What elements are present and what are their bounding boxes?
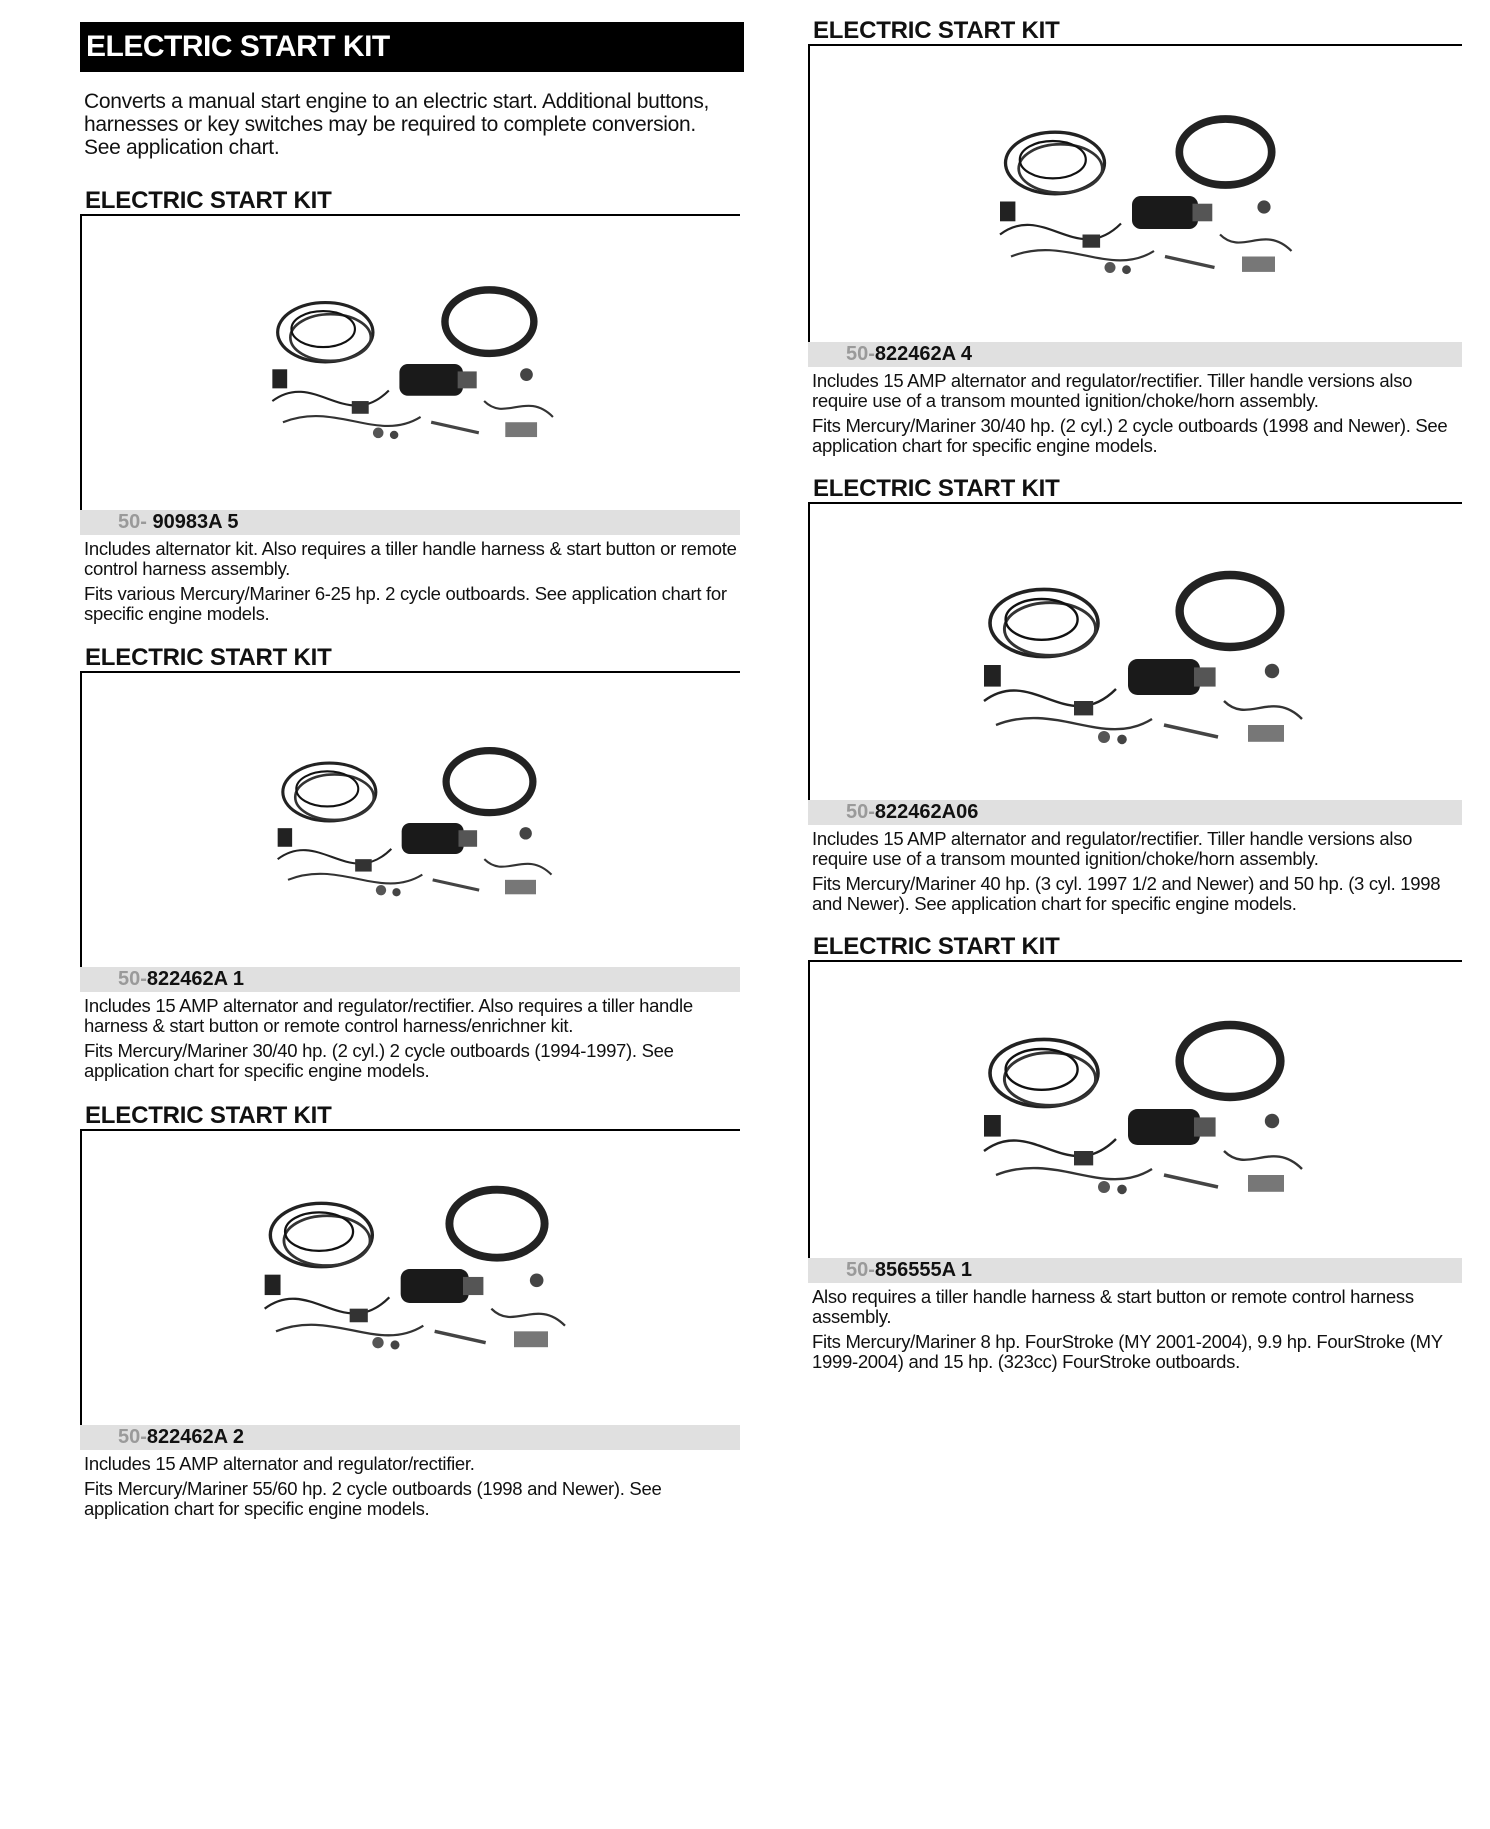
kit-title: ELECTRIC START KIT — [85, 644, 332, 671]
kit-description: Includes 15 AMP alternator and regulator/rectifier. Tiller handle versions also require use of a transom mounted ignition/choke/horn assembly. — [812, 828, 1413, 869]
page-title: ELECTRIC START KIT — [80, 22, 744, 72]
part-number-bar — [80, 967, 740, 992]
kit-fitment: Fits Mercury/Mariner 8 hp. FourStroke (MY 2001-2004), 9.9 hp. FourStroke (MY 1999-2004) and 15 hp. (323cc) FourStroke outboards. — [812, 1331, 1443, 1372]
kit-image-frame — [808, 960, 1462, 1258]
intro-text: Converts a manual start engine to an electric start. Additional buttons, harnesses or key switches may be required to complete conversion. See application chart. — [84, 90, 710, 159]
kit-title: ELECTRIC START KIT — [85, 1102, 332, 1129]
kit-image-frame — [80, 1129, 740, 1425]
kit-fitment: Fits various Mercury/Mariner 6-25 hp. 2 cycle outboards. See application chart for specific engine models. — [84, 583, 727, 624]
kit-photo — [250, 274, 570, 454]
kit-description: Includes 15 AMP alternator and regulator/rectifier. Tiller handle versions also require use of a transom mounted ignition/choke/horn assembly. — [812, 370, 1413, 411]
kit-description: Includes alternator kit. Also requires a tiller handle harness & start button or remote control harness assembly. — [84, 538, 737, 579]
kit-section — [80, 645, 740, 1081]
kit-section — [808, 18, 1462, 456]
kit-image-frame — [808, 502, 1462, 800]
kit-photo — [978, 81, 1308, 311]
kit-fitment: Fits Mercury/Mariner 55/60 hp. 2 cycle outboards (1998 and Newer). See application chart for specific engine models. — [84, 1478, 662, 1519]
part-number-bar — [808, 800, 1462, 825]
part-number-bar — [80, 1425, 740, 1450]
part-prefix: 50- — [846, 1259, 875, 1281]
kit-description: Includes 15 AMP alternator and regulator/rectifier. Also requires a tiller handle harness & start button or remote control harness/enrichner kit. — [84, 995, 693, 1036]
part-prefix: 50- — [118, 968, 147, 990]
kit-description: Includes 15 AMP alternator and regulator/rectifier. — [84, 1453, 475, 1474]
kit-description: Also requires a tiller handle harness & start button or remote control harness assembly. — [812, 1286, 1414, 1327]
kit-photo — [257, 713, 567, 933]
kit-title: ELECTRIC START KIT — [813, 933, 1060, 960]
part-prefix: 50- — [118, 1426, 147, 1448]
kit-image-frame — [808, 44, 1462, 342]
part-number-bar — [808, 1258, 1462, 1283]
kit-fitment: Fits Mercury/Mariner 30/40 hp. (2 cyl.) 2 cycle outboards (1998 and Newer). See application chart for specific engine models. — [812, 415, 1448, 456]
part-number-bar — [808, 342, 1462, 367]
part-number: 822462A 1 — [146, 968, 245, 990]
part-number: 856555A 1 — [874, 1259, 973, 1281]
part-number: 822462A 2 — [146, 1426, 245, 1448]
kit-fitment: Fits Mercury/Mariner 30/40 hp. (2 cyl.) 2 cycle outboards (1994-1997). See application chart for specific engine models. — [84, 1040, 674, 1081]
part-prefix: 50- — [846, 343, 875, 365]
part-number: 90983A 5 — [152, 511, 239, 533]
kit-photo — [242, 1169, 582, 1369]
kit-section — [80, 1103, 740, 1519]
part-prefix: 50- — [118, 511, 153, 533]
kit-photo — [960, 974, 1320, 1244]
kit-title: ELECTRIC START KIT — [813, 475, 1060, 502]
kit-section — [808, 934, 1462, 1372]
part-number: 822462A 4 — [874, 343, 973, 365]
kit-image-frame — [80, 671, 740, 967]
kit-image-frame — [80, 214, 740, 510]
kit-title: ELECTRIC START KIT — [85, 187, 332, 214]
part-number-bar — [80, 510, 740, 535]
kit-section — [80, 188, 740, 624]
kit-section — [808, 476, 1462, 914]
part-prefix: 50- — [846, 801, 875, 823]
kit-title: ELECTRIC START KIT — [813, 17, 1060, 44]
kit-fitment: Fits Mercury/Mariner 40 hp. (3 cyl. 1997 1/2 and Newer) and 50 hp. (3 cyl. 1998 and Newer). See application chart for specific engine models. — [812, 873, 1441, 914]
part-number: 822462A06 — [874, 801, 979, 823]
kit-photo — [960, 534, 1320, 784]
